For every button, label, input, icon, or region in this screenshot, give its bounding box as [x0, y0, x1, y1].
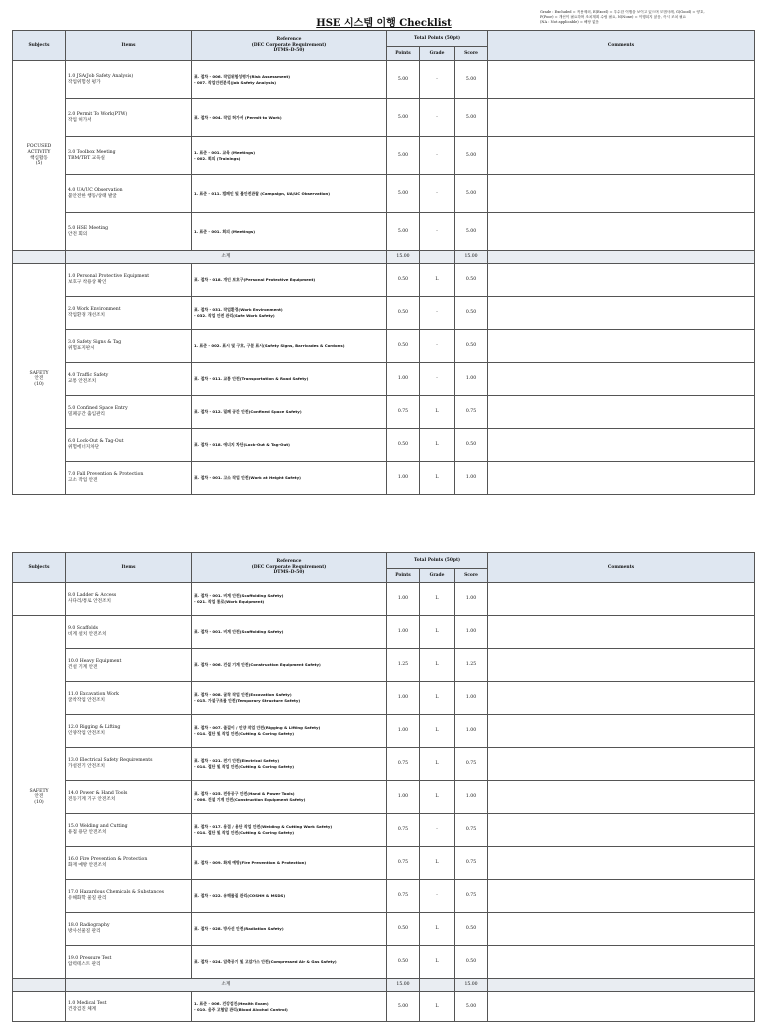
comments-cell[interactable] — [488, 946, 755, 979]
grade-cell: L — [420, 649, 455, 682]
header-subjects: Subjects — [13, 553, 66, 583]
grade-cell: L — [420, 847, 455, 880]
comments-cell[interactable] — [488, 264, 755, 297]
reference-cell: 표. 절차 - 007. 줄걸이 / 인양 작업 안전(Rigging & Lifting Safety) - 014. 절단 및 작업 안전(Cutting & Coring Safety) — [192, 715, 387, 748]
score-cell: 5.00 — [455, 992, 488, 1022]
table-row — [13, 396, 755, 429]
score-cell: 0.50 — [455, 946, 488, 979]
reference-cell: 표. 절차 - 006. 건설 기계 안전(Construction Equipment Safety) — [192, 649, 387, 682]
points-cell: 0.75 — [387, 847, 420, 880]
score-cell: 0.50 — [455, 297, 488, 330]
score-cell: 1.00 — [455, 363, 488, 396]
table-row — [13, 213, 755, 251]
header-total-points: Total Points (50pt) — [387, 553, 488, 569]
points-cell: 1.00 — [387, 715, 420, 748]
item-cell: 4.0 Traffic Safety 교통 안전조치 — [66, 363, 192, 396]
table-row — [13, 847, 755, 880]
points-cell: 1.25 — [387, 649, 420, 682]
item-cell: 7.0 Fall Prevention & Protection 고소 작업 안전 — [66, 462, 192, 495]
subtotal-comments — [488, 251, 755, 264]
checklist-table-1 — [12, 30, 755, 495]
subtotal-grade — [420, 251, 455, 264]
item-cell: 12.0 Rigging & Lifting 인양작업 안전조치 — [66, 715, 192, 748]
header-grade: Grade — [420, 569, 455, 583]
score-cell: 5.00 — [455, 175, 488, 213]
score-cell: 0.75 — [455, 880, 488, 913]
grade-cell: L — [420, 462, 455, 495]
points-cell: 5.00 — [387, 99, 420, 137]
comments-cell[interactable] — [488, 583, 755, 616]
header-total-points: Total Points (50pt) — [387, 31, 488, 47]
table-row — [13, 583, 755, 616]
score-cell: 1.00 — [455, 715, 488, 748]
table-row — [13, 682, 755, 715]
grade-cell: L — [420, 429, 455, 462]
score-cell: 5.00 — [455, 137, 488, 175]
item-cell: 3.0 Safety Signs & Tag 위험표지판시 — [66, 330, 192, 363]
header-comments: Comments — [488, 31, 755, 61]
score-cell: 1.00 — [455, 616, 488, 649]
header-points: Points — [387, 47, 420, 61]
points-cell: 5.00 — [387, 213, 420, 251]
reference-cell: 표. 절차 - 012. 밀폐 공간 안전(Confined Space Safety) — [192, 396, 387, 429]
header-score: Score — [455, 47, 488, 61]
reference-cell: 표. 절차 - 024. 압축공기 및 고압가스 안전(Compressed Air & Gas Safety) — [192, 946, 387, 979]
item-cell: 18.0 Radiography 방사선물질 관리 — [66, 913, 192, 946]
table-row — [13, 880, 755, 913]
item-cell: 13.0 Electrical Safety Requirements 가설전기 안전조치 — [66, 748, 192, 781]
grade-cell: - — [420, 61, 455, 99]
score-cell: 0.50 — [455, 330, 488, 363]
item-cell: 5.0 HSE Meeting 안전 회의 — [66, 213, 192, 251]
table-row — [13, 137, 755, 175]
comments-cell[interactable] — [488, 396, 755, 429]
header-score: Score — [455, 569, 488, 583]
points-cell: 0.50 — [387, 946, 420, 979]
checklist-table-2 — [12, 552, 755, 1022]
reference-cell: 표. 절차 - 001. 비계 안전(Scaffolding Safety) — [192, 616, 387, 649]
comments-cell[interactable] — [488, 429, 755, 462]
comments-cell[interactable] — [488, 847, 755, 880]
table-row — [13, 330, 755, 363]
grade-legend — [540, 10, 764, 25]
grade-cell: - — [420, 880, 455, 913]
header-reference: Reference (DEC Corporate Requirement) DTMS-D-50) — [192, 31, 387, 61]
table-row — [13, 462, 755, 495]
points-cell: 0.75 — [387, 814, 420, 847]
points-cell: 0.50 — [387, 429, 420, 462]
table-row — [13, 748, 755, 781]
legend-line: Grade : Excluded = 적용제외, E(Excel) = 우수한 이행을 보이고 있으며 모범사례, G(Good) = 양호, — [540, 10, 705, 14]
item-cell: 11.0 Excavation Work 굴착작업 안전조치 — [66, 682, 192, 715]
reference-cell: 표. 절차 - 001. 고소 작업 안전(Work at Height Safety) — [192, 462, 387, 495]
score-cell: 0.75 — [455, 814, 488, 847]
comments-cell[interactable] — [488, 748, 755, 781]
grade-cell: - — [420, 213, 455, 251]
reference-cell: 표. 절차 - 021. 전기 안전(Electrical Safety) - 014. 절단 및 작업 안전(Cutting & Coring Safety) — [192, 748, 387, 781]
score-cell: 1.00 — [455, 781, 488, 814]
table-row — [13, 649, 755, 682]
header-grade: Grade — [420, 47, 455, 61]
score-cell: 5.00 — [455, 61, 488, 99]
grade-cell: L — [420, 583, 455, 616]
table-row — [13, 363, 755, 396]
reference-cell: 표. 절차 - 022. 유해물질 관리(COSHH & MSDS) — [192, 880, 387, 913]
subtotal-points: 15.00 — [387, 251, 420, 264]
points-cell: 1.00 — [387, 781, 420, 814]
score-cell: 1.00 — [455, 462, 488, 495]
points-cell: 0.50 — [387, 330, 420, 363]
reference-cell: 표. 절차 - 011. 교통 안전(Transportation & Road Safety) — [192, 363, 387, 396]
table-row — [13, 992, 755, 1022]
points-cell: 1.00 — [387, 583, 420, 616]
table-row — [13, 616, 755, 649]
subtotal-blank — [13, 251, 66, 264]
score-cell: 0.50 — [455, 429, 488, 462]
header-items: Items — [66, 553, 192, 583]
table-row — [13, 781, 755, 814]
reference-cell: 1. 표준 - 006. 건강검진(Health Exam) - 010. 음주 고혈압 관리(Blood Alcohol Control) — [192, 992, 387, 1022]
table-row — [13, 99, 755, 137]
comments-cell[interactable] — [488, 715, 755, 748]
table-row — [13, 61, 755, 99]
table-row — [13, 814, 755, 847]
subject-cell: FOCUSED ACTIVITY 핵심활동 (5) — [13, 61, 66, 251]
comments-cell[interactable] — [488, 137, 755, 175]
points-cell: 1.00 — [387, 363, 420, 396]
document-title: HSE 시스템 이행 Checklist — [316, 18, 452, 29]
comments-cell[interactable] — [488, 99, 755, 137]
item-cell: 15.0 Welding and Cutting 용접 용단 안전조치 — [66, 814, 192, 847]
item-cell: 19.0 Pressure Test 압력테스트 관리 — [66, 946, 192, 979]
comments-cell[interactable] — [488, 297, 755, 330]
points-cell: 0.75 — [387, 880, 420, 913]
points-cell: 0.50 — [387, 297, 420, 330]
points-cell: 0.50 — [387, 264, 420, 297]
table-row — [13, 913, 755, 946]
grade-cell: - — [420, 330, 455, 363]
grade-cell: L — [420, 946, 455, 979]
subject-cell-blank — [13, 992, 66, 1022]
subtotal-row — [13, 251, 755, 264]
reference-cell: 표. 절차 - 018. 에너지 차단(Lock-Out & Tag-Out) — [192, 429, 387, 462]
reference-cell: 표. 절차 - 018. 개인 보호구(Personal Protective Equipment) — [192, 264, 387, 297]
header-items: Items — [66, 31, 192, 61]
item-cell: 4.0 UA/UC Observation 불안전한 행동/상태 발굴 — [66, 175, 192, 213]
score-cell: 0.50 — [455, 264, 488, 297]
table-row — [13, 175, 755, 213]
subtotal-points: 15.00 — [387, 979, 420, 992]
grade-cell: - — [420, 363, 455, 396]
item-cell: 16.0 Fire Prevention & Protection 화재 예방 안전조치 — [66, 847, 192, 880]
comments-cell[interactable] — [488, 992, 755, 1022]
points-cell: 0.75 — [387, 748, 420, 781]
score-cell: 1.00 — [455, 583, 488, 616]
comments-cell[interactable] — [488, 61, 755, 99]
score-cell: 0.75 — [455, 748, 488, 781]
grade-cell: - — [420, 297, 455, 330]
points-cell: 5.00 — [387, 61, 420, 99]
points-cell: 1.00 — [387, 682, 420, 715]
header-row — [13, 31, 755, 47]
header-points: Points — [387, 569, 420, 583]
grade-cell: - — [420, 137, 455, 175]
score-cell: 1.25 — [455, 649, 488, 682]
comments-cell[interactable] — [488, 880, 755, 913]
points-cell: 0.75 — [387, 396, 420, 429]
grade-cell: - — [420, 99, 455, 137]
comments-cell[interactable] — [488, 913, 755, 946]
score-cell: 1.00 — [455, 682, 488, 715]
item-cell: 14.0 Power & Hand Tools 전동기계 기구 안전조치 — [66, 781, 192, 814]
header-comments: Comments — [488, 553, 755, 583]
item-cell: 2.0 Work Environment 작업환경 개선조치 — [66, 297, 192, 330]
grade-cell: L — [420, 616, 455, 649]
reference-cell: 표. 절차 - 001. 비계 안전(Scaffolding Safety) - 021. 작업 통로(Work Equipment) — [192, 583, 387, 616]
points-cell: 5.00 — [387, 175, 420, 213]
grade-cell: - — [420, 175, 455, 213]
subtotal-label: 소계 — [66, 251, 387, 264]
grade-cell: L — [420, 913, 455, 946]
header-reference: Reference (DEC Corporate Requirement) DTMS-D-50) — [192, 553, 387, 583]
score-cell: 0.75 — [455, 396, 488, 429]
points-cell: 0.50 — [387, 913, 420, 946]
comments-cell[interactable] — [488, 363, 755, 396]
item-cell: 1.0 JSA(Job Safety Analysis) 작업위험성 평가 — [66, 61, 192, 99]
comments-cell[interactable] — [488, 682, 755, 715]
subject-cell: SAFETY 안전 (10) — [13, 616, 66, 979]
item-cell: 1.0 Personal Protective Equipment 보호구 착용상 확인 — [66, 264, 192, 297]
comments-cell[interactable] — [488, 781, 755, 814]
grade-cell: L — [420, 682, 455, 715]
table-row — [13, 429, 755, 462]
comments-cell[interactable] — [488, 616, 755, 649]
table-row — [13, 264, 755, 297]
grade-cell: L — [420, 781, 455, 814]
item-cell: 2.0 Permit To Work(PTW) 작업 허가서 — [66, 99, 192, 137]
item-cell: 6.0 Lock-Out & Tag-Out 위험에너지차단 — [66, 429, 192, 462]
item-cell: 10.0 Heavy Equipment 건설 기계 안전 — [66, 649, 192, 682]
reference-cell: 표. 절차 - 006. 작업위험성평가(Risk Assessment) - 007. 작업안전분석(Job Safety Analysis) — [192, 61, 387, 99]
item-cell: 9.0 Scaffolds 비계 설치 안전조치 — [66, 616, 192, 649]
reference-cell: 1. 표준 - 001. 회의 (Meetings) — [192, 213, 387, 251]
header-row — [13, 553, 755, 569]
grade-cell: L — [420, 992, 455, 1022]
legend-line: (NA : Not applicable) = 해당 없음 — [540, 20, 600, 24]
reference-cell: 표. 절차 - 031. 작업환경(Work Environment) - 032. 작업 안전 관리(Safe Work Safety) — [192, 297, 387, 330]
comments-cell[interactable] — [488, 814, 755, 847]
subtotal-comments — [488, 979, 755, 992]
comments-cell[interactable] — [488, 649, 755, 682]
header-subjects: Subjects — [13, 31, 66, 61]
subtotal-score: 15.00 — [455, 251, 488, 264]
comments-cell[interactable] — [488, 213, 755, 251]
score-cell: 0.50 — [455, 913, 488, 946]
reference-cell: 표. 절차 - 009. 화재 예방(Fire Prevention & Protection) — [192, 847, 387, 880]
item-cell: 1.0 Medical Test 건강검진 체계 — [66, 992, 192, 1022]
grade-cell: L — [420, 264, 455, 297]
reference-cell: 표. 절차 - 028. 방사선 안전(Radiation Safety) — [192, 913, 387, 946]
reference-cell: 표. 절차 - 008. 굴착 작업 안전(Excavation Safety) - 015. 가설구조물 안전(Temporary Structure Safety) — [192, 682, 387, 715]
table-row — [13, 715, 755, 748]
score-cell: 5.00 — [455, 99, 488, 137]
subtotal-score: 15.00 — [455, 979, 488, 992]
reference-cell: 표. 절차 - 004. 작업 허가서 (Permit to Work) — [192, 99, 387, 137]
comments-cell[interactable] — [488, 175, 755, 213]
table-row — [13, 297, 755, 330]
subject-cell: SAFETY 안전 (10) — [13, 264, 66, 495]
reference-cell: 1. 표준 - 002. 표시 및 구호, 구분 표시(Safety Signs, Barricades & Cordons) — [192, 330, 387, 363]
comments-cell[interactable] — [488, 462, 755, 495]
points-cell: 1.00 — [387, 462, 420, 495]
grade-cell: L — [420, 715, 455, 748]
points-cell: 1.00 — [387, 616, 420, 649]
reference-cell: 1. 표준 - 011. 캠페인 및 불안전관찰 (Campaign, UA/UC Observation) — [192, 175, 387, 213]
item-cell: 3.0 Toolbox Meeting TBM/TBT 교육실 — [66, 137, 192, 175]
comments-cell[interactable] — [488, 330, 755, 363]
grade-cell: L — [420, 748, 455, 781]
item-cell: 17.0 Hazardous Chemicals & Substances 유해화학 물질 관리 — [66, 880, 192, 913]
reference-cell: 1. 표준 - 001. 교육 (Meetings) - 002. 회의 (Trainings) — [192, 137, 387, 175]
points-cell: 5.00 — [387, 992, 420, 1022]
subtotal-blank — [13, 979, 66, 992]
item-cell: 5.0 Confined Space Entry 밀폐공간 출입관리 — [66, 396, 192, 429]
legend-line: P(Poor) = 개선이 필요하며 조치계획 수립 필요, N(None) = 이행되지 않음, 즉시 조치 필요 — [540, 15, 687, 19]
item-cell: 8.0 Ladder & Access 사다리/통로 안전조치 — [66, 583, 192, 616]
reference-cell: 표. 절차 - 025. 전동공구 안전(Hand & Power Tools) - 006. 건설 기계 안전(Construction Equipment Safety) — [192, 781, 387, 814]
grade-cell: - — [420, 814, 455, 847]
subtotal-row — [13, 979, 755, 992]
subject-cell-blank — [13, 583, 66, 616]
score-cell: 5.00 — [455, 213, 488, 251]
subtotal-grade — [420, 979, 455, 992]
grade-cell: L — [420, 396, 455, 429]
reference-cell: 표. 절차 - 017. 용접 / 용단 작업 안전(Welding & Cutting Work Safety) - 014. 절단 및 작업 안전(Cutting & Coring Safety) — [192, 814, 387, 847]
table-row — [13, 946, 755, 979]
score-cell: 0.75 — [455, 847, 488, 880]
points-cell: 5.00 — [387, 137, 420, 175]
subtotal-label: 소계 — [66, 979, 387, 992]
